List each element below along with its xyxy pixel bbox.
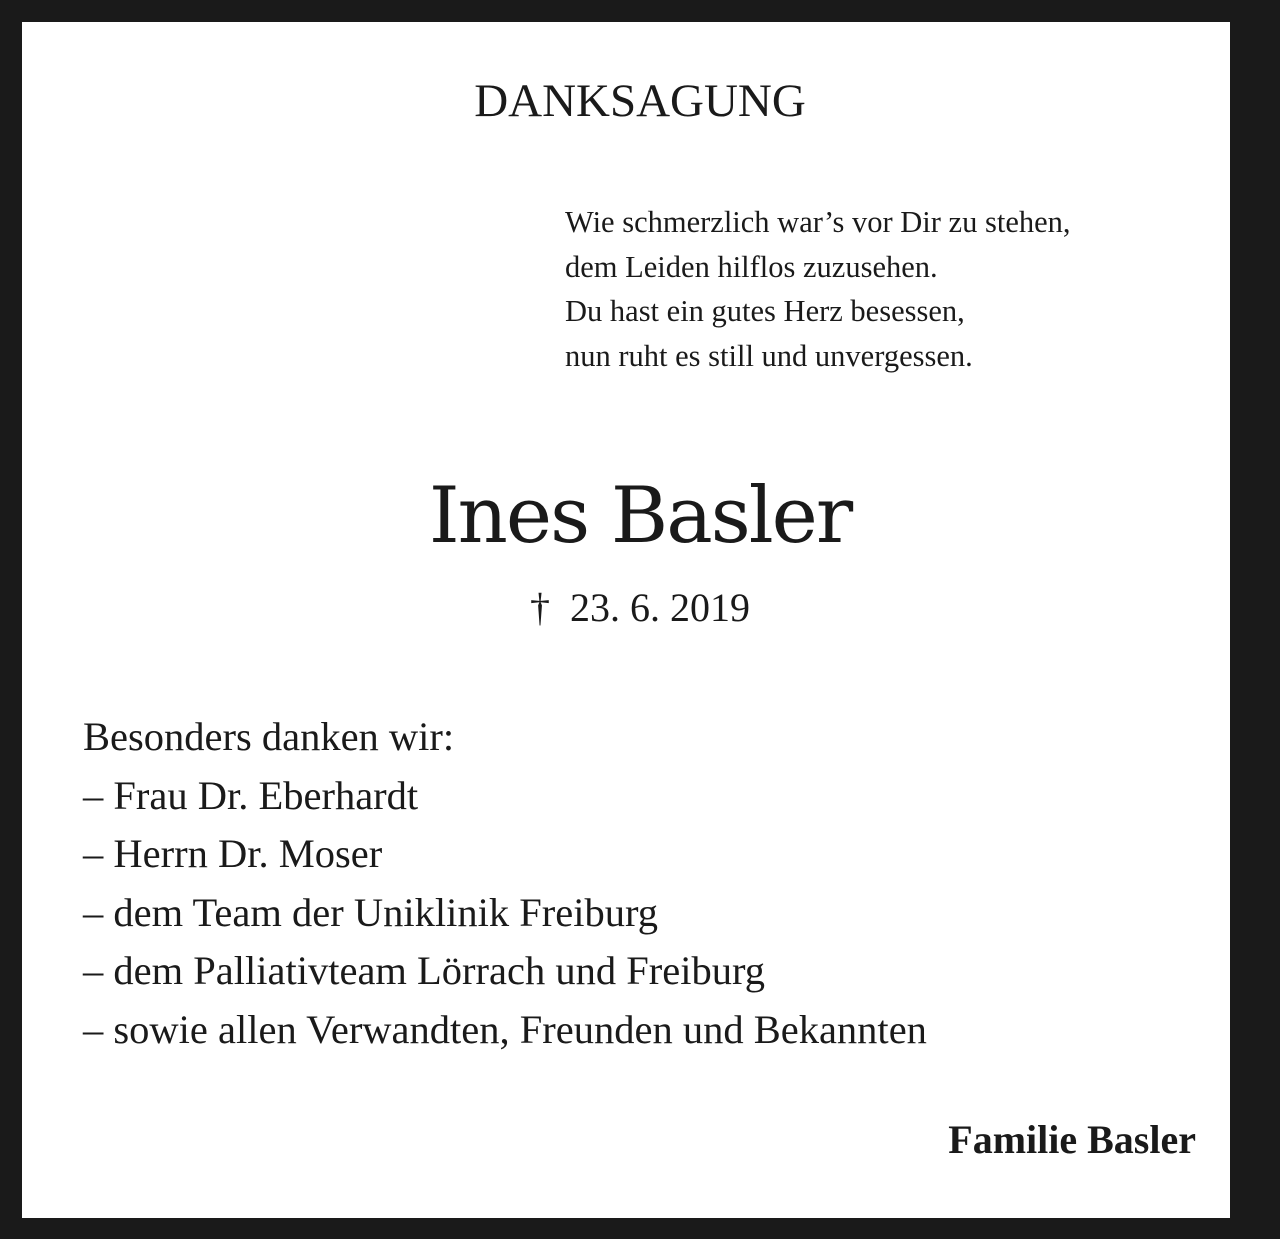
poem-line: Du hast ein gutes Herz besessen, (565, 294, 965, 328)
death-date: 23. 6. 2019 (570, 585, 750, 630)
thanks-item: – dem Team der Uniklinik Freiburg (83, 889, 658, 935)
death-line (22, 585, 1258, 630)
poem-line: dem Leiden hilflos zuzusehen. (565, 249, 938, 284)
thanks-list (83, 708, 927, 1059)
poem-line: Wie schmerzlich war’s vor Dir zu stehen, (565, 205, 1071, 239)
poem (565, 200, 1071, 378)
cross-icon: † (530, 585, 550, 630)
thanks-item: – Herrn Dr. Moser (83, 831, 383, 876)
deceased-name: Ines Basler (428, 471, 852, 561)
thanks-item: – dem Palliativteam Lörrach und Freiburg (83, 948, 765, 993)
signature: Familie Basler (948, 1117, 1196, 1162)
obituary-notice (22, 22, 1230, 1218)
poem-line: nun ruht es still und unvergessen. (565, 338, 973, 373)
heading: DANKSAGUNG (474, 75, 806, 127)
thanks-item: – Frau Dr. Eberhardt (83, 772, 419, 818)
thanks-item: – sowie allen Verwandten, Freunden und Bekannten (83, 1006, 927, 1052)
thanks-intro: Besonders danken wir: (83, 714, 455, 759)
